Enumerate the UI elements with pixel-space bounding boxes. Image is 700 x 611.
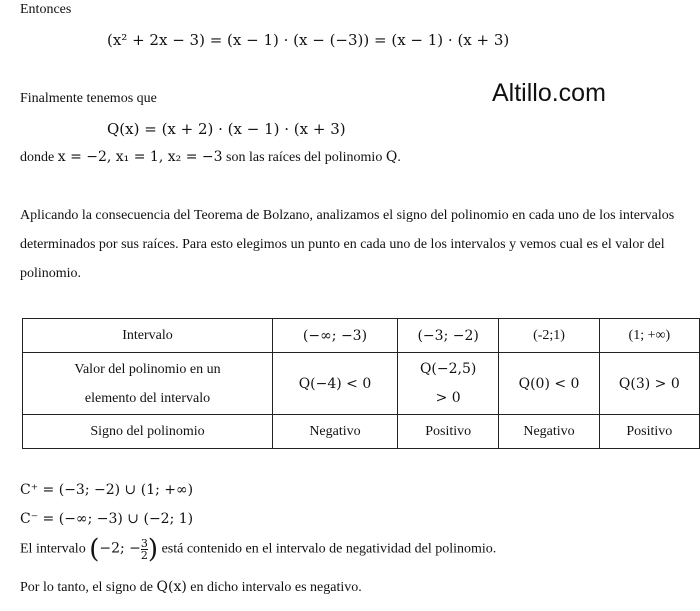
interval-math: −2; − (99, 540, 141, 557)
sign-cell: Negativo (273, 415, 398, 449)
interval-fraction (141, 538, 148, 561)
conclusion-start: Por lo tanto, el signo de (20, 580, 157, 595)
factorization-equation: (x² + 2x − 3) = (x − 1) · (x − (−3)) = (x − 1) · (x + 3) (107, 31, 510, 49)
interval-cell: (−3; −2) (397, 319, 498, 353)
interval-cell: (-2;1) (499, 319, 599, 353)
roots-math: x = −2, x₁ = 1, x₂ = −3 (57, 149, 223, 165)
value-line1: Q(−2,5) (419, 360, 477, 377)
interval-sentence: El intervalo (−2; − $\frac{3}{2}$ ) está contenido en el intervalo de negatividad del polinomio. (20, 534, 497, 565)
roots-prefix: donde (20, 150, 58, 165)
value-cell: Q(0) < 0 (499, 353, 599, 415)
watermark-logo: Altillo.com (492, 79, 606, 107)
roots-end: . (397, 150, 401, 165)
value-label-line2: elemento del intervalo (84, 390, 211, 406)
c-minus-set: C⁻ = (−∞; −3) ∪ (−2; 1) (20, 511, 194, 527)
value-cell (397, 353, 498, 415)
interval-cell: (1; +∞) (599, 319, 699, 353)
conclusion-sentence (20, 579, 362, 596)
sign-cell: Negativo (499, 415, 599, 449)
finally-text: Finalmente tenemos que (20, 91, 157, 106)
sign-cell: Positivo (599, 415, 699, 449)
value-cell: Q(3) > 0 (599, 353, 699, 415)
conclusion-math: Q(x) (156, 579, 187, 595)
roots-sentence (20, 149, 401, 166)
fraction-numerator: 3 (140, 537, 148, 550)
interval-text-end: está contenido en el intervalo de negatividad del polinomio. (158, 541, 497, 557)
value-line2: > 0 (435, 389, 461, 406)
interval-text-start: El intervalo (20, 541, 90, 557)
intro-word: Entonces (20, 2, 72, 17)
roots-q: Q (385, 149, 398, 165)
value-label-line1: Valor del polinomio en un (74, 361, 221, 377)
c-plus-set: C⁺ = (−3; −2) ∪ (1; +∞) (20, 482, 194, 498)
table-row (23, 353, 700, 415)
table-row (23, 319, 700, 353)
interval-cell: (−∞; −3) (273, 319, 398, 353)
value-label-cell (23, 353, 273, 415)
header-label-cell: Intervalo (23, 319, 273, 353)
sign-cell: Positivo (397, 415, 498, 449)
fraction-denominator: 2 (140, 549, 148, 562)
sign-table (22, 318, 700, 449)
bolzano-paragraph: Aplicando la consecuencia del Teorema de Bolzano, analizamos el signo del polinomio en cada uno de los intervalos determinados por sus raíces. Para esto elegimos un punto en cada uno de los intervalos y vemos cual es el valor del polinomio. (20, 208, 675, 281)
table-row (23, 415, 700, 449)
roots-mid: son las raíces del polinomio (222, 150, 386, 165)
sign-label-cell: Signo del polinomio (23, 415, 273, 449)
conclusion-end: en dicho intervalo es negativo. (186, 580, 362, 595)
q-equation: Q(x) = (x + 2) · (x − 1) · (x + 3) (107, 120, 346, 138)
value-cell: Q(−4) < 0 (273, 353, 398, 415)
